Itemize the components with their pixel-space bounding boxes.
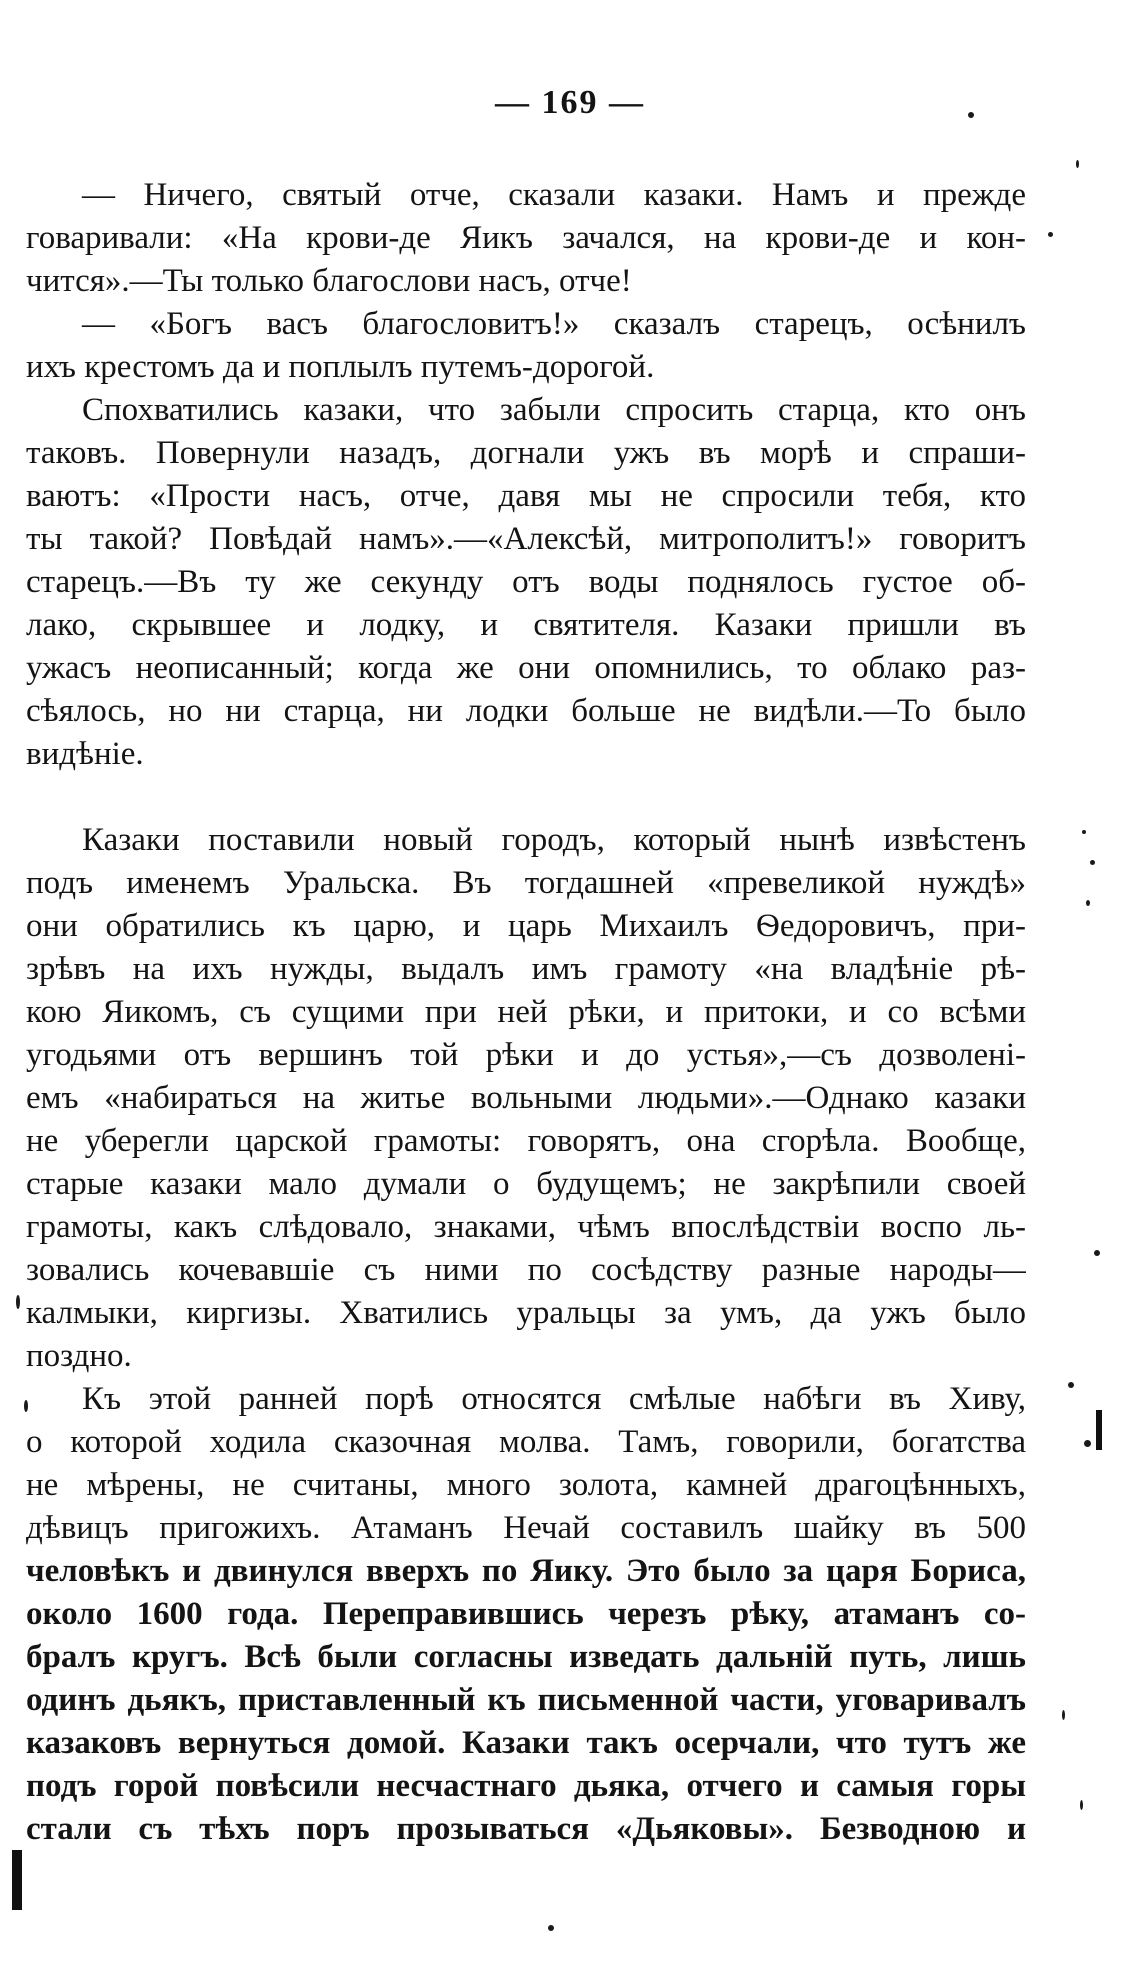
text-line: калмыки, киргизы. Хватились уральцы за умъ, да ужъ было bbox=[26, 1295, 1026, 1331]
text-line: Казаки поставили новый городъ, который нынѣ извѣстенъ bbox=[82, 822, 1026, 858]
text-line: зовались кочевавшіе съ ними по сосѣдству разные народы— bbox=[26, 1252, 1026, 1288]
text-line: старецъ.—Въ ту же секунду отъ воды поднялось густое об- bbox=[26, 564, 1026, 600]
text-line: дѣвицъ пригожихъ. Атаманъ Нечай составилъ шайку въ 500 bbox=[26, 1510, 1026, 1546]
text-line: емъ «набираться на житье вольными людьми».—Однако казаки bbox=[26, 1080, 1026, 1116]
paragraph bbox=[26, 174, 1026, 303]
text-line: кою Яикомъ, съ сущими при ней рѣки, и притоки, и со всѣми bbox=[26, 994, 1026, 1030]
text-line: сѣялось, но ни старца, ни лодки больше не видѣли.—То было bbox=[26, 693, 1026, 729]
scan-speck bbox=[1086, 900, 1090, 906]
text-line: человѣкъ и двинулся вверхъ по Яику. Это было за царя Бориса, bbox=[26, 1553, 1026, 1589]
scan-speck bbox=[1076, 160, 1079, 168]
text-line: подъ именемъ Уральска. Въ тогдашней «превеликой нуждѣ» bbox=[26, 865, 1026, 901]
text-line: чится».—Ты только благослови насъ, отче! bbox=[26, 263, 632, 299]
text-line bbox=[26, 776, 1026, 819]
scan-edge-mark bbox=[1096, 1410, 1102, 1450]
text-line: Къ этой ранней порѣ относятся смѣлые набѣги въ Хиву, bbox=[82, 1381, 1026, 1417]
text-line: угодьями отъ вершинъ той рѣки и до устья»,—съ дозволені- bbox=[26, 1037, 1026, 1073]
text-line: таковъ. Повернули назадъ, догнали ужъ въ морѣ и спраши- bbox=[26, 435, 1026, 471]
text-line: грамоты, какъ слѣдовало, знаками, чѣмъ впослѣдствіи воспо ль- bbox=[26, 1209, 1026, 1245]
scan-speck bbox=[1068, 1382, 1074, 1388]
paragraph bbox=[26, 303, 1026, 389]
text-line: зрѣвъ на ихъ нужды, выдалъ имъ грамоту «на владѣніе рѣ- bbox=[26, 951, 1026, 987]
text-line: — Ничего, святый отче, сказали казаки. Намъ и прежде bbox=[82, 177, 1026, 213]
text-line: ихъ крестомъ да и поплылъ путемъ-дорогой. bbox=[26, 349, 655, 385]
text-line: около 1600 года. Переправившись черезъ рѣку, атаманъ со- bbox=[26, 1596, 1026, 1632]
text-line: казаковъ вернуться домой. Казаки такъ осерчали, что тутъ же bbox=[26, 1725, 1026, 1761]
scan-speck bbox=[1094, 1250, 1100, 1256]
scan-speck bbox=[16, 1295, 20, 1309]
text-line: Спохватились казаки, что забыли спросить старца, кто онъ bbox=[82, 392, 1026, 428]
scan-speck bbox=[1084, 1440, 1091, 1447]
text-line: не мѣрены, не считаны, много золота, камней драгоцѣнныхъ, bbox=[26, 1467, 1026, 1503]
scan-speck bbox=[548, 1925, 554, 1931]
text-line: бралъ кругъ. Всѣ были согласны изведать дальній путь, лишь bbox=[26, 1639, 1026, 1675]
text-line: видѣніе. bbox=[26, 736, 144, 772]
text-line: не уберегли царской грамоты: говорятъ, она сгорѣла. Вообще, bbox=[26, 1123, 1026, 1159]
paragraph bbox=[26, 1378, 1026, 1851]
paragraph bbox=[26, 819, 1026, 1378]
text-line: стали съ тѣхъ поръ прозываться «Дьяковы». Безводною и bbox=[26, 1811, 1026, 1847]
text-line: говаривали: «На крови-де Яикъ зачался, на крови-де и кон- bbox=[26, 220, 1026, 256]
text-line: — «Богъ васъ благословитъ!» сказалъ старецъ, осѣнилъ bbox=[82, 306, 1026, 342]
scan-speck bbox=[1090, 860, 1095, 865]
paragraph bbox=[26, 389, 1026, 819]
text-line: они обратились къ царю, и царь Михаилъ Ѳедоровичъ, при- bbox=[26, 908, 1026, 944]
scan-edge-mark bbox=[12, 1850, 22, 1910]
scan-speck bbox=[1082, 830, 1086, 834]
scan-speck bbox=[1062, 1710, 1065, 1720]
text-line: лако, скрывшее и лодку, и святителя. Казаки пришли въ bbox=[26, 607, 1026, 643]
text-line: одинъ дьякъ, приставленный къ письменной части, уговаривалъ bbox=[26, 1682, 1026, 1718]
scan-speck bbox=[1048, 232, 1053, 237]
text-line: ужасъ неописанный; когда же они опомнились, то облако раз- bbox=[26, 650, 1026, 686]
scan-speck bbox=[968, 112, 974, 118]
scan-speck bbox=[24, 1400, 28, 1412]
text-line: старые казаки мало думали о будущемъ; не закрѣпили своей bbox=[26, 1166, 1026, 1202]
text-line: о которой ходила сказочная молва. Тамъ, говорили, богатства bbox=[26, 1424, 1026, 1460]
text-line: ваютъ: «Прости насъ, отче, давя мы не спросили тебя, кто bbox=[26, 478, 1026, 514]
text-line: поздно. bbox=[26, 1338, 132, 1374]
body-text bbox=[26, 174, 1026, 1851]
scan-speck bbox=[1080, 1800, 1083, 1810]
text-line: подъ горой повѣсили несчастнаго дьяка, отчего и самыя горы bbox=[26, 1768, 1026, 1804]
text-line: ты такой? Повѣдай намъ».—«Алексѣй, митрополитъ!» говоритъ bbox=[26, 521, 1026, 557]
page-number: — 169 — bbox=[495, 84, 645, 121]
